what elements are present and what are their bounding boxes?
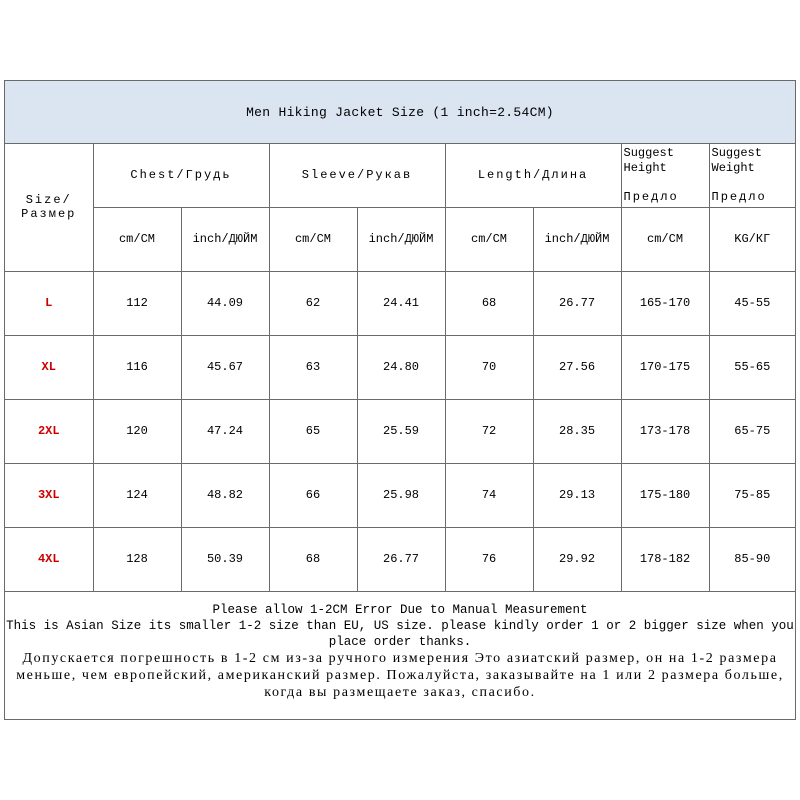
- length-cm: 74: [445, 463, 533, 527]
- chest-inch: 45.67: [181, 335, 269, 399]
- sleeve-inch: 25.98: [357, 463, 445, 527]
- sleeve-inch: 26.77: [357, 527, 445, 591]
- subheader-length-inch: inch/ДЮЙМ: [533, 207, 621, 271]
- size-label: 4XL: [5, 527, 93, 591]
- header-sleeve: Sleeve/Рукав: [269, 144, 445, 207]
- table-row: [5, 399, 795, 463]
- subheader-chest-inch: inch/ДЮЙМ: [181, 207, 269, 271]
- sleeve-cm: 62: [269, 271, 357, 335]
- length-inch: 27.56: [533, 335, 621, 399]
- suggest-height: 178-182: [621, 527, 709, 591]
- header-suggest-height: [621, 144, 709, 207]
- suggest-weight: 45-55: [709, 271, 795, 335]
- subheader-chest-cm: cm/СМ: [93, 207, 181, 271]
- header-length: Length/Длина: [445, 144, 621, 207]
- sleeve-cm: 65: [269, 399, 357, 463]
- header-suggest-weight-ru: Предло: [711, 190, 767, 204]
- sleeve-inch: 25.59: [357, 399, 445, 463]
- header-suggest-height-ru: Предло: [623, 190, 679, 204]
- suggest-weight: 75-85: [709, 463, 795, 527]
- size-chart: [4, 80, 796, 720]
- sleeve-cm: 68: [269, 527, 357, 591]
- table-row: [5, 527, 795, 591]
- chest-cm: 116: [93, 335, 181, 399]
- chart-title: Men Hiking Jacket Size (1 inch=2.54CM): [5, 81, 795, 144]
- table-row: [5, 335, 795, 399]
- table-row: [5, 271, 795, 335]
- note-russian: Допускается погрешность в 1-2 см из-за ручного измерения Это азиатский размер, он на 1-2 размера меньше, чем европейский, американский размер. Пожалуйста, заказывайте на 1 или 2 размера больше, когда вы размещаете заказ, спасибо.: [16, 651, 784, 700]
- length-cm: 68: [445, 271, 533, 335]
- chest-cm: 124: [93, 463, 181, 527]
- header-size: Size/Размер: [5, 144, 93, 271]
- note-asian-size: This is Asian Size its smaller 1-2 size than EU, US size. please kindly order 1 or 2 bigger size when you place order thanks.: [6, 619, 794, 649]
- length-cm: 76: [445, 527, 533, 591]
- size-table: [5, 144, 795, 592]
- chest-cm: 112: [93, 271, 181, 335]
- suggest-weight: 55-65: [709, 335, 795, 399]
- suggest-height: 173-178: [621, 399, 709, 463]
- subheader-length-cm: cm/СМ: [445, 207, 533, 271]
- length-inch: 26.77: [533, 271, 621, 335]
- subheader-height-unit: cm/СМ: [621, 207, 709, 271]
- sleeve-cm: 63: [269, 335, 357, 399]
- header-suggest-weight-en: Suggest Weight: [711, 146, 762, 175]
- length-inch: 28.35: [533, 399, 621, 463]
- subheader-sleeve-inch: inch/ДЮЙМ: [357, 207, 445, 271]
- size-label: 3XL: [5, 463, 93, 527]
- chest-cm: 128: [93, 527, 181, 591]
- size-label: 2XL: [5, 399, 93, 463]
- subheader-sleeve-cm: cm/СМ: [269, 207, 357, 271]
- subheader-weight-unit: KG/КГ: [709, 207, 795, 271]
- suggest-height: 175-180: [621, 463, 709, 527]
- length-cm: 70: [445, 335, 533, 399]
- note-tolerance: Please allow 1-2CM Error Due to Manual Measurement: [212, 603, 588, 617]
- chest-inch: 44.09: [181, 271, 269, 335]
- size-label: L: [5, 271, 93, 335]
- sleeve-inch: 24.80: [357, 335, 445, 399]
- chest-inch: 48.82: [181, 463, 269, 527]
- length-cm: 72: [445, 399, 533, 463]
- suggest-weight: 65-75: [709, 399, 795, 463]
- chest-cm: 120: [93, 399, 181, 463]
- chest-inch: 47.24: [181, 399, 269, 463]
- chest-inch: 50.39: [181, 527, 269, 591]
- sleeve-inch: 24.41: [357, 271, 445, 335]
- suggest-height: 165-170: [621, 271, 709, 335]
- table-row: [5, 463, 795, 527]
- header-chest: Chest/Грудь: [93, 144, 269, 207]
- length-inch: 29.92: [533, 527, 621, 591]
- suggest-height: 170-175: [621, 335, 709, 399]
- size-label: XL: [5, 335, 93, 399]
- notes-section: [5, 594, 795, 719]
- sleeve-cm: 66: [269, 463, 357, 527]
- length-inch: 29.13: [533, 463, 621, 527]
- suggest-weight: 85-90: [709, 527, 795, 591]
- header-suggest-weight: [709, 144, 795, 207]
- header-suggest-height-en: Suggest Height: [623, 146, 674, 175]
